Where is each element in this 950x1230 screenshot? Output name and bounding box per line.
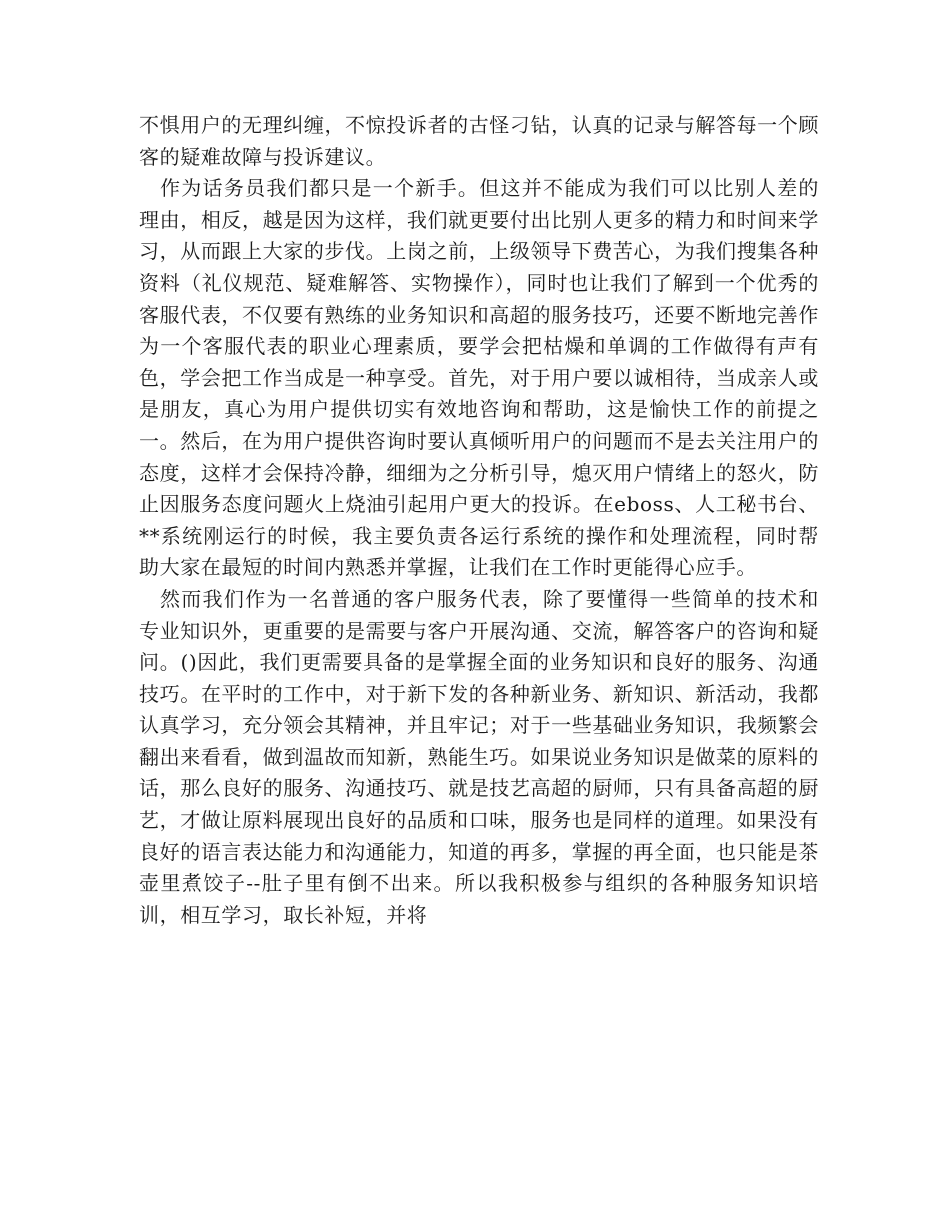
paragraph-1: 不惧用户的无理纠缠，不惊投诉者的古怪刁钻，认真的记录与解答每一个顾客的疑难故障与投诉建议。 [139,113,819,169]
paragraph-3: 然而我们作为一名普通的客户服务代表，除了要懂得一些简单的技术和专业知识外，更重要的是需要与客户开展沟通、交流，解答客户的咨询和疑问。()因此，我们更需要具备的是掌握全面的业务知识和良好的服务、沟通技巧。在平时的工作中，对于新下发的各种新业务、新知识、新活动，我都认真学习，充分领会其精神，并且牢记；对于一些基础业务知识，我频繁会翻出来看看，做到温故而知新，熟能生巧。如果说业务知识是做菜的原料的话，那么良好的服务、沟通技巧、就是技艺高超的厨师，只有具备高超的厨艺，才做让原料展现出良好的品质和口味，服务也是同样的道理。如果没有良好的语言表达能力和沟通能力，知道的再多，掌握的再全面，也只能是茶壶里煮饺子--肚子里有倒不出来。所以我积极参与组织的各种服务知识培训，相互学习，取长补短，并将 [139,586,819,927]
document-body [139,110,819,931]
paragraph-2: 作为话务员我们都只是一个新手。但这并不能成为我们可以比别人差的理由，相反，越是因为这样，我们就更要付出比别人更多的精力和时间来学习，从而跟上大家的步伐。上岗之前，上级领导下费苦心，为我们搜集各种资料（礼仪规范、疑难解答、实物操作），同时也让我们了解到一个优秀的客服代表，不仅要有熟练的业务知识和高超的服务技巧，还要不断地完善作为一个客服代表的职业心理素质，要学会把枯燥和单调的工作做得有声有色，学会把工作当成是一种享受。首先，对于用户要以诚相待，当成亲人或是朋友，真心为用户提供切实有效地咨询和帮助，这是愉快工作的前提之一。然后，在为用户提供咨询时要认真倾听用户的问题而不是去关注用户的态度，这样才会保持冷静，细细为之分析引导，熄灭用户情绪上的怒火，防止因服务态度问题火上烧油引起用户更大的投诉。在eboss、人工秘书台、**系统刚运行的时候，我主要负责各运行系统的操作和处理流程，同时帮助大家在最短的时间内熟悉并掌握，让我们在工作时更能得心应手。 [139,176,819,580]
